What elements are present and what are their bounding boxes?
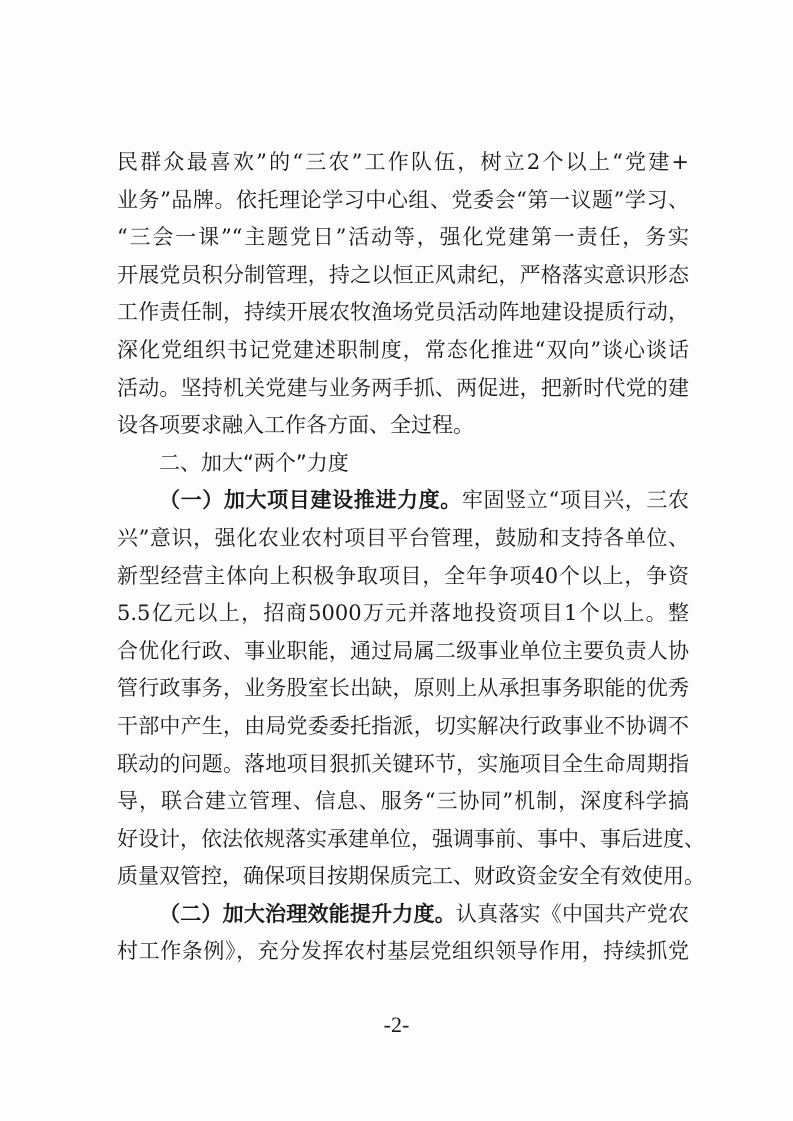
text-line: 业务”品牌。依托理论学习中心组、党委会“第一议题”学习、 — [117, 187, 689, 212]
text-line: 兴”意识，强化农业农村项目平台管理，鼓励和支持各单位、 — [117, 525, 689, 550]
text-segment: 牢固竖立“项目兴，三农 — [461, 488, 689, 513]
text-segment: 认真落实《中国共产党农 — [455, 901, 690, 926]
text-line: 管行政事务，业务股室长出缺，原则上从承担事务职能的优秀 — [117, 676, 689, 701]
text-line: 干部中产生，由局党委委托指派，切实解决行政事业不协调不 — [117, 713, 689, 738]
section-heading: 二、加大“两个”力度 — [159, 450, 349, 475]
text-line: 民群众最喜欢”的“三农”工作队伍，树立2个以上“党建+ — [117, 150, 689, 174]
text-line: 5.5亿元以上，招商5000万元并落地投资项目1个以上。整 — [117, 601, 689, 626]
text-line: 活动。坚持机关党建与业务两手抓、两促进，把新时代党的建 — [117, 375, 689, 400]
text-line: 联动的问题。落地项目狠抓关键环节，实施项目全生命周期指 — [117, 751, 689, 776]
text-line: 导，联合建立管理、信息、服务“三协同”机制，深度科学搞 — [117, 789, 689, 814]
text-line: 设各项要求融入工作各方面、全过程。 — [117, 413, 474, 438]
text-line: 深化党组织书记党建述职制度，常态化推进“双向”谈心谈话 — [117, 337, 689, 362]
text-line: 质量双管控，确保项目按期保质完工、财政资金安全有效使用。 — [117, 864, 705, 889]
text-line: 合优化行政、事业职能，通过局属二级事业单位主要负责人协 — [117, 638, 689, 663]
subsection-first-line — [117, 896, 689, 934]
text-line: 工作责任制，持续开展农牧渔场党员活动阵地建设提质行动， — [117, 300, 689, 325]
subsection-title: （一）加大项目建设推进力度。 — [159, 488, 462, 513]
subsection-first-line — [117, 482, 689, 520]
text-line: 开展党员积分制管理，持之以恒正风肃纪，严格落实意识形态 — [117, 262, 689, 287]
text-line: 村工作条例》，充分发挥农村基层党组织领导作用，持续抓党 — [117, 939, 689, 964]
subsection-title: （二）加大治理效能提升力度。 — [159, 901, 456, 926]
document-body — [117, 144, 705, 971]
text-line: 新型经营主体向上积极争取项目，全年争项40个以上，争资 — [117, 563, 689, 588]
text-line: 好设计，依法依规落实承建单位，强调事前、事中、事后进度、 — [117, 826, 705, 851]
page-number: -2- — [383, 1012, 410, 1037]
text-line: “三会一课”“主题党日”活动等，强化党建第一责任，务实 — [117, 225, 689, 250]
